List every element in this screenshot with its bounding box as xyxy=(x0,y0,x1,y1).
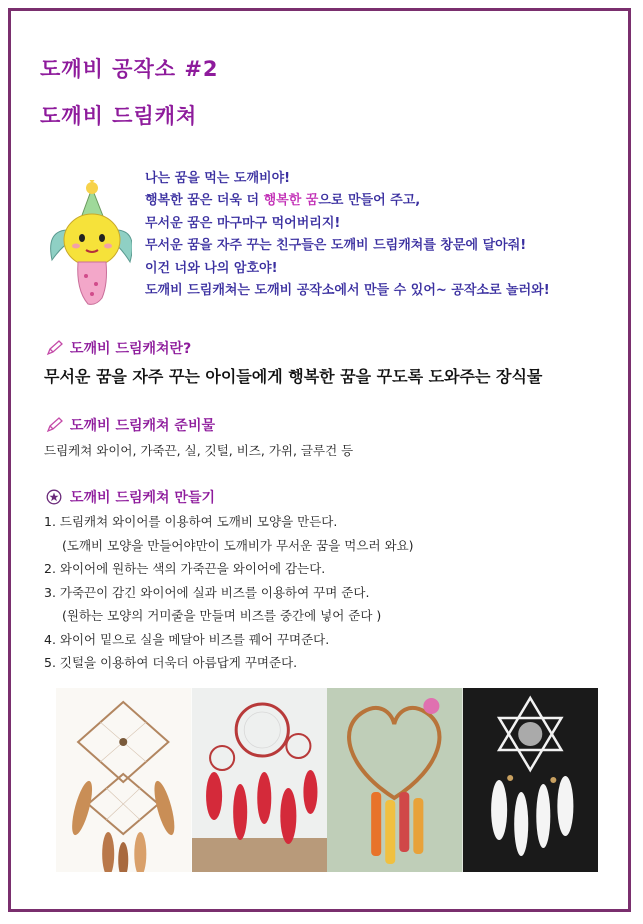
section-heading-text: 도깨비 드림캐쳐 준비물 xyxy=(70,418,215,434)
dreamcatcher-photo-3 xyxy=(327,688,463,872)
title-dreamcatcher: 도깨비 드림캐쳐 xyxy=(40,104,198,128)
step-item: 2. 와이어에 원하는 색의 가죽끈을 와이어에 감는다. xyxy=(44,561,326,576)
intro-line: 무서운 꿈을 자주 꾸는 친구들은 도깨비 드림캐쳐를 창문에 달아줘! xyxy=(145,238,527,254)
intro-message xyxy=(145,168,615,302)
intro-line: 도깨비 드림캐쳐는 도깨비 공작소에서 만들 수 있어~ 공작소로 놀러와! xyxy=(145,283,550,299)
dreamcatcher-photo-2 xyxy=(192,688,328,872)
intro-line: 나는 꿈을 먹는 도깨비야! xyxy=(145,171,291,186)
dreamcatcher-photo-1 xyxy=(56,688,192,872)
intro-line: 이건 너와 나의 암호야! xyxy=(145,260,278,276)
definition-text: 무서운 꿈을 자주 꾸는 아이들에게 행복한 꿈을 꾸도록 도와주는 장식물 xyxy=(44,367,543,386)
steps-list xyxy=(44,510,624,675)
title-workshop: 도깨비 공작소 #2 xyxy=(40,57,219,81)
section-heading-what-is xyxy=(46,338,191,358)
step-item: 1. 드림캐쳐 와이어를 이용하여 도깨비 모양을 만든다. xyxy=(44,514,338,529)
section-heading-materials xyxy=(46,415,215,435)
section-heading-text: 도깨비 드림케쳐 만들기 xyxy=(70,490,215,506)
materials-list: 드림케쳐 와이어, 가죽끈, 실, 깃털, 비즈, 가위, 글루건 등 xyxy=(44,443,354,458)
intro-line xyxy=(145,190,615,212)
pencil-icon xyxy=(46,340,64,356)
step-item: 3. 가죽끈이 감긴 와이어에 실과 비즈를 이용하여 꾸며 준다. xyxy=(44,584,370,600)
step-item: (도깨비 모양을 만들어야만이 도깨비가 무서운 꿈을 먹으러 와요) xyxy=(62,537,414,553)
intro-line-part: 행복한 꿈은 더욱 더 xyxy=(145,193,264,209)
star-circle-icon xyxy=(46,489,64,505)
dreamcatcher-photo-4 xyxy=(463,688,599,872)
intro-line: 무서운 꿈은 마구마구 먹어버리지! xyxy=(145,215,341,231)
step-item: (원하는 모양의 거미줄을 만들며 비즈를 중간에 넣어 준다 ) xyxy=(62,608,382,623)
section-heading-how-to-make xyxy=(46,487,215,507)
dreamcatcher-photo-strip xyxy=(56,688,598,872)
intro-line-part: 으로 만들어 주고, xyxy=(318,193,421,209)
step-item: 4. 와이어 밑으로 실을 메달아 비즈를 꿰어 꾸며준다. xyxy=(44,631,330,647)
section-heading-text: 도깨비 드림캐쳐란? xyxy=(70,341,192,357)
pencil-icon xyxy=(46,417,64,433)
highlight-happy-dream: 행복한 꿈 xyxy=(263,193,319,209)
dokkaebi-mascot-illustration xyxy=(48,180,132,308)
step-item: 5. 깃털을 이용하여 더욱더 아름답게 꾸며준다. xyxy=(44,655,298,670)
